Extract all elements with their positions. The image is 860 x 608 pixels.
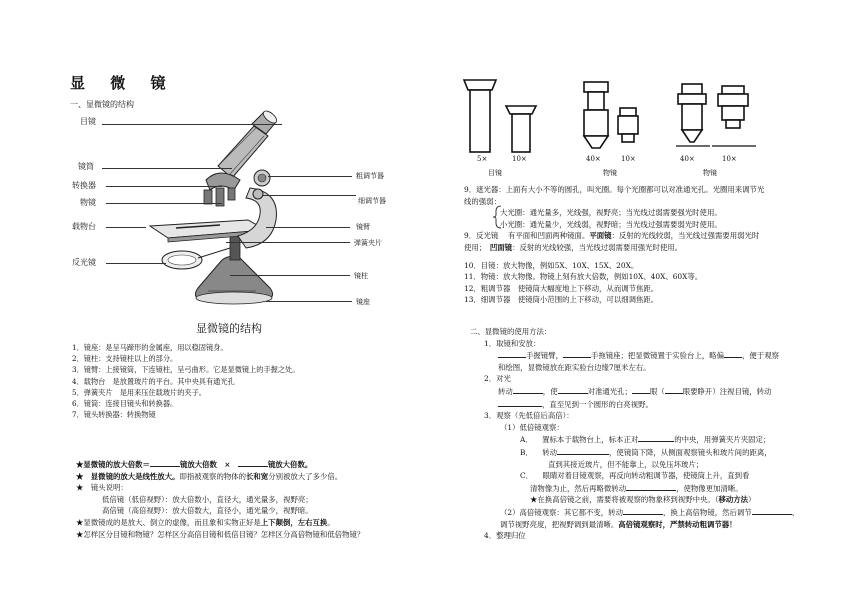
lens-caption-eyepiece: 目镜 xyxy=(488,169,502,177)
note-question: ★怎样区分目镜和物镜？怎样区分高倍目镜和低倍目镜？怎样区分高倍物镜和低倍物镜？ xyxy=(76,529,365,539)
notes-block: ★显微镜的放大倍数＝ 镜放大倍数 × 镜放大倍数。 ★ 显微镜的放大是线性放大。即指被观察的物体的长和宽分别被放大了多少倍。 ★ 镜头说明： 低倍镜（低倍视野）：放大倍数小，直径大，通光量多，视野亮； 高倍镜（高倍视野）：放大倍数大，直径小，通光量少，视野暗。 ★显微镜成的是放大、倒立的虚像，而且象和实物正好是上下颠倒，左右互换。 ★怎样区分目镜和物镜？怎样区分高倍目镜和低倍目镜？怎样区分高倍物镜和低倍物镜？ xyxy=(76,460,365,539)
nosepiece-shape xyxy=(206,173,240,190)
note-low-power: 低倍镜（低倍视野）：放大倍数小，直径大，通光量多，视野亮； xyxy=(102,494,313,504)
lens-label-obj-40x-a: 40× xyxy=(586,155,601,163)
lens-label-obj-40x-b: 40× xyxy=(680,155,695,163)
note-image: ★显微镜成的是放大、倒立的虚像，而且象和实物正好是 xyxy=(76,517,261,527)
parts-list xyxy=(72,342,299,420)
step-4: 4．整理归位 xyxy=(484,531,526,541)
lens-caption-objective-b: 物镜 xyxy=(703,169,717,177)
list-item: 7．镜头转换器：转换物镜 xyxy=(72,410,156,420)
list-item: 4．载物台 是放置玻片的平台。其中央具有通光孔 xyxy=(72,376,235,386)
label-mirror: 反光镜 xyxy=(72,258,96,267)
label-fine: 细调节器 xyxy=(358,197,386,205)
brace-icon xyxy=(492,205,502,229)
note-linear: ★ 显微镜的放大是线性放大。 xyxy=(76,471,180,481)
lens-label-obj-10x-a: 10× xyxy=(621,155,636,163)
label-clip: 弹簧夹片 xyxy=(354,239,382,247)
item-fine: 13．细调节器 使镜筒小范围的上下移动，可以细调焦距。 xyxy=(464,295,659,305)
label-eyepiece: 目镜 xyxy=(80,117,96,126)
label-arm: 镜臂 xyxy=(356,223,370,231)
label-stage: 载物台 xyxy=(72,222,96,231)
section-heading-structure: 一、显微镜的结构 xyxy=(70,100,134,109)
label-objective: 物镜 xyxy=(80,198,96,207)
note-magnification: ★显微镜的放大倍数＝ xyxy=(76,460,150,469)
microscope-diagram xyxy=(80,108,380,320)
item-mirror: 9．反光镜 有平面和凹面两种镜面。 xyxy=(464,231,590,241)
page-title: 显 微 镜 xyxy=(70,74,176,92)
lens-diagram xyxy=(460,76,760,160)
step-1: 1．取镜和安放： xyxy=(484,338,541,348)
item-large-aperture: 大光圈：通光量多，光线强，视野亮；当光线过弱需要强光时使用。 xyxy=(500,208,722,218)
usage-section: 二、显微镜的使用方法： 1．取镜和安放： 手握镜臂， 手拖镜座；把显微镜置于实验台上，略偏 ，便于观察 和绘图，显微镜放在距实验台边缘7厘米左右。 2．对光 转动 ，使 对准通光孔； 眼（ 眼要睁开）注视目镜，转动 ，直至见到一个圆形的白亮视野。 3．观察（先低倍后高倍）： （1）低倍镜观察： A． 置标本于载物台上，标本正对 的中央，用弹簧夹片夹固定； B． 转动 ，使镜筒下降，从侧面观察镜头和玻片间的距离， 直到其接近玻片，但不能靠上，以免压坏玻片； C． 眼睛对着目镜观察，再反向转动粗调节器，使镜筒上升，直到看 清物像为止，然后再略微转动 ，使物像更加清晰。 ★在换高倍镜之前，需要将被观察的物象移到视野中央。（移动方法） （2）高倍镜观察：其它都不变，转动 ，换上高倍物镜，然后调节 、 调节视野亮度，把视野调到最清晰。高倍镜观察时，严禁转动粗调节器！ 4．整理归位 xyxy=(470,327,800,541)
label-nosepiece: 转换器 xyxy=(72,181,96,190)
item-diaphragm: 9．遮光器：上面有大小不等的圆孔，叫光圈。每个光圈都可以对准通光孔。光圈用来调节光 xyxy=(464,185,765,194)
lens-label-eye-5x: 5× xyxy=(477,155,488,163)
label-tube: 镜筒 xyxy=(78,162,94,171)
pillar-shape xyxy=(230,234,240,260)
label-pillar: 镜柱 xyxy=(354,272,368,280)
step-2: 2．对光 xyxy=(484,374,511,384)
list-item: 3．镜臂：上接镜筒，下连镜柱，呈弓曲形。它是显微镜上的手握之处。 xyxy=(72,365,300,375)
note-high-power: 高倍镜（高倍视野）：放大倍数大，直径小，通光量少，视野暗。 xyxy=(102,506,313,516)
item-small-aperture: 小光圈：通光量少，光线弱，视野暗；当光线过强需要弱光时使用。 xyxy=(500,219,722,229)
step-3: 3．观察（先低倍后高倍）： xyxy=(484,411,574,421)
note-lens-heading: ★ 镜头说明： xyxy=(76,483,128,493)
item-eyepiece: 10．目镜：放大物像，例如5X、10X、15X、20X。 xyxy=(464,260,639,270)
list-item: 2．镜柱：支持镜柱以上的部分。 xyxy=(72,354,178,364)
item-objective: 11．物镜：放大物像。物镜上刻有放大倍数，例如10X、40X、60X等。 xyxy=(464,272,703,282)
list-item: 6．镜筒：连接目镜头和转换器。 xyxy=(72,399,178,409)
right-items: 9．遮光器：上面有大小不等的圆孔，叫光圈。每个光圈都可以对准通光孔。光圈用来调节光 线的强弱： 大光圈：通光量多，光线强，视野亮；当光线过弱需要强光时使用。 小光圈：通光量少，光线弱，视野暗；当光线过强需要弱光时使用。 9．反光镜 有平面和凹面两种镜面。平面镜：反射的光线较弱，当光线过强需要用弱光时 使用； 凹面镜：反射的光线较强，当光线过弱需要用强光时使用。 10．目镜：放大物像，例如5X、10X、15X、20X。 11．物镜：放大物像。物镜上刻有放大倍数，例如10X、40X、60X等。 12．粗调节器 使镜筒大幅度地上下移动，从而调节焦距。 13．细调节器 使镜筒小范围的上下移动，可以细调焦距。 xyxy=(464,185,765,305)
label-coarse: 粗调节器 xyxy=(356,172,384,180)
diagram-caption: 显微镜的结构 xyxy=(196,322,262,335)
lens-caption-objective-a: 物镜 xyxy=(603,169,617,177)
usage-heading: 二、显微镜的使用方法： xyxy=(470,327,552,336)
lens-label-eye-10x: 10× xyxy=(512,155,527,163)
list-item: 5．弹簧夹片 是用来压住载玻片的夹子。 xyxy=(72,387,206,397)
list-item: 1．镜座：是呈马蹄形的金属座，用以稳固镜身。 xyxy=(72,343,228,352)
label-base: 镜座 xyxy=(356,298,370,306)
item-coarse: 12．粗调节器 使镜筒大幅度地上下移动，从而调节焦距。 xyxy=(464,283,659,293)
lens-label-obj-10x-b: 10× xyxy=(722,155,737,163)
